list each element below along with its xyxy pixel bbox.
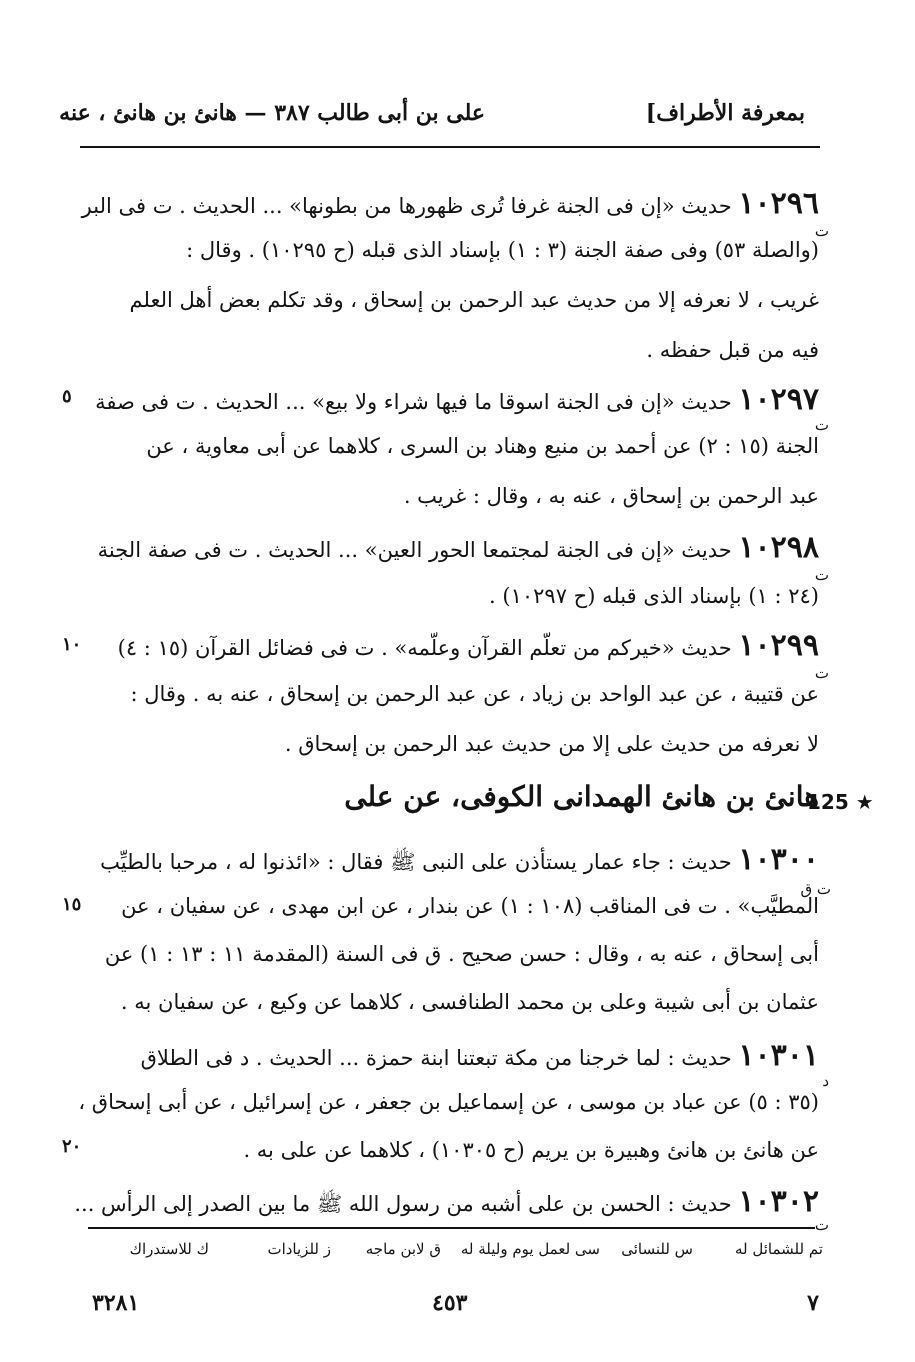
entry-10300-line-1: ١٠٣٠٠ حديث : جاء عمار يستأذن على النبى ﷺ فقال : «ائذنوا له ، مرحبا بالطيِّب (100, 842, 819, 877)
entry-10302-line-1: ١٠٣٠٢ حديث : الحسن بن على أشبه من رسول الله ﷺ ما بين الصدر إلى الرأس ... (74, 1184, 819, 1219)
entry-10299-line-3: لا نعرفه من حديث على إلا من حديث عبد الرحمن بن إسحاق . (284, 732, 819, 756)
entry-number: ١٠٣٠١ (738, 1038, 819, 1073)
footer-rule (88, 1227, 815, 1229)
entry-number: ١٠٢٩٩ (738, 628, 819, 663)
header-rule (80, 146, 820, 148)
signature-number: ٧ (807, 1290, 819, 1316)
entry-siglum: ت (814, 416, 829, 434)
footer-abbrev: س للنسائى (621, 1240, 693, 1258)
entry-10296-line-4: فيه من قبل حفظه . (646, 338, 819, 362)
entry-10297-line-2: الجنة (١٥ : ٢) عن أحمد بن منيع وهناد بن السرى ، كلاهما عن أبى معاوية ، عن (146, 434, 819, 458)
entry-10298-line-1: ١٠٢٩٨ حديث «إن فى الجنة لمجتمعا الحور العين» ... الحديث . ت فى صفة الجنة (97, 530, 819, 565)
entry-10299-line-1: ١٠٢٩٩ حديث «خيركم من تعلّم القرآن وعلّمه» . ت فى فضائل القرآن (١٥ : ٤) (117, 628, 819, 663)
entry-siglum: ت ق (800, 880, 831, 898)
entry-siglum: ت (814, 222, 829, 240)
page-number: ٤٥٣ (432, 1290, 468, 1316)
entry-10301-line-2: (٣٥ : ٥) عن عباد بن موسى ، عن إسماعيل بن جعفر ، عن إسرائيل ، عن أبى إسحاق ، (78, 1090, 819, 1114)
entry-number: ١٠٣٠٠ (738, 842, 819, 877)
volume-page-number: ٣٢٨١ (92, 1290, 140, 1316)
entry-siglum: ت (814, 664, 829, 682)
entry-10301-line-3: عن هانئ بن هانئ وهبيرة بن يريم (ح ١٠٣٠٥) ، كلاهما عن على به . (243, 1138, 819, 1162)
footer-abbrev: ز للزيادات (267, 1240, 331, 1258)
entry-number: ١٠٣٠٢ (738, 1184, 819, 1219)
entry-10296-line-2: (والصلة ٥٣) وفى صفة الجنة (٣ : ١) بإسناد الذى قبله (ح ١٠٢٩٥) . وقال : (186, 238, 819, 262)
entry-10298-line-2: (٢٤ : ١) بإسناد الذى قبله (ح ١٠٢٩٧) . (489, 584, 819, 608)
footer-abbrev: تم للشمائل له (734, 1240, 823, 1258)
entry-10300-line-3: أبى إسحاق ، عنه به ، وقال : حسن صحيح . ق فى السنة (المقدمة ١١ : ١٣ : ١) عن (104, 942, 819, 966)
star-icon: ★ (855, 790, 874, 814)
entry-number: ١٠٢٩٨ (738, 530, 819, 565)
section-number: 125 ★ (807, 790, 874, 814)
footer-abbrev: ق لابن ماجه (365, 1240, 441, 1258)
entry-10299-line-2: عن قتيبة ، عن عبد الواحد بن زياد ، عن عبد الرحمن بن إسحاق ، عنه به . وقال : (130, 682, 819, 706)
entry-number: ١٠٢٩٦ (738, 186, 819, 221)
running-head-center: على بن أبى طالب ٣٨٧ — هانئ بن هانئ ، عنه (59, 100, 485, 126)
entry-10301-line-1: ١٠٣٠١ حديث : لما خرجنا من مكة تبعتنا ابنة حمزة ... الحديث . د فى الطلاق (140, 1038, 819, 1073)
entry-siglum: ت (814, 1216, 829, 1234)
footer-abbrev: سى لعمل يوم وليلة له (460, 1240, 600, 1258)
entry-siglum: د (822, 1072, 829, 1090)
entry-10300-line-4: عثمان بن أبى شيبة وعلى بن محمد الطنافسى ، كلاهما عن وكيع ، عن سفيان به . (120, 990, 819, 1014)
entry-10296-line-3: غريب ، لا نعرفه إلا من حديث عبد الرحمن بن إسحاق ، وقد تكلم بعض أهل العلم (129, 288, 819, 312)
entry-10300-line-2: المطيَّب» . ت فى المناقب (١٠٨ : ١) عن بندار ، عن ابن مهدى ، عن سفيان ، عن (121, 894, 819, 918)
margin-line-number: ٥ (62, 386, 72, 407)
section-title: هانئ بن هانئ الهمدانى الكوفى، عن على (344, 780, 819, 813)
footer-abbrev: ك للاستدراك (129, 1240, 209, 1258)
entry-siglum: ت (814, 566, 829, 584)
entry-10296-line-1: ١٠٢٩٦ حديث «إن فى الجنة غرفا تُرى ظهورها من بطونها» ... الحديث . ت فى البر (81, 186, 819, 221)
margin-line-number: ٢٠ (62, 1136, 82, 1157)
margin-line-number: ١٥ (62, 894, 82, 915)
entry-10297-line-1: ١٠٢٩٧ حديث «إن فى الجنة اسوقا ما فيها شراء ولا بيع» ... الحديث . ت فى صفة (95, 382, 819, 417)
entry-number: ١٠٢٩٧ (738, 382, 819, 417)
entry-10297-line-3: عبد الرحمن بن إسحاق ، عنه به ، وقال : غريب . (403, 484, 819, 508)
running-head-right: بمعرفة الأطراف] (645, 100, 805, 126)
margin-line-number: ١٠ (62, 634, 82, 655)
